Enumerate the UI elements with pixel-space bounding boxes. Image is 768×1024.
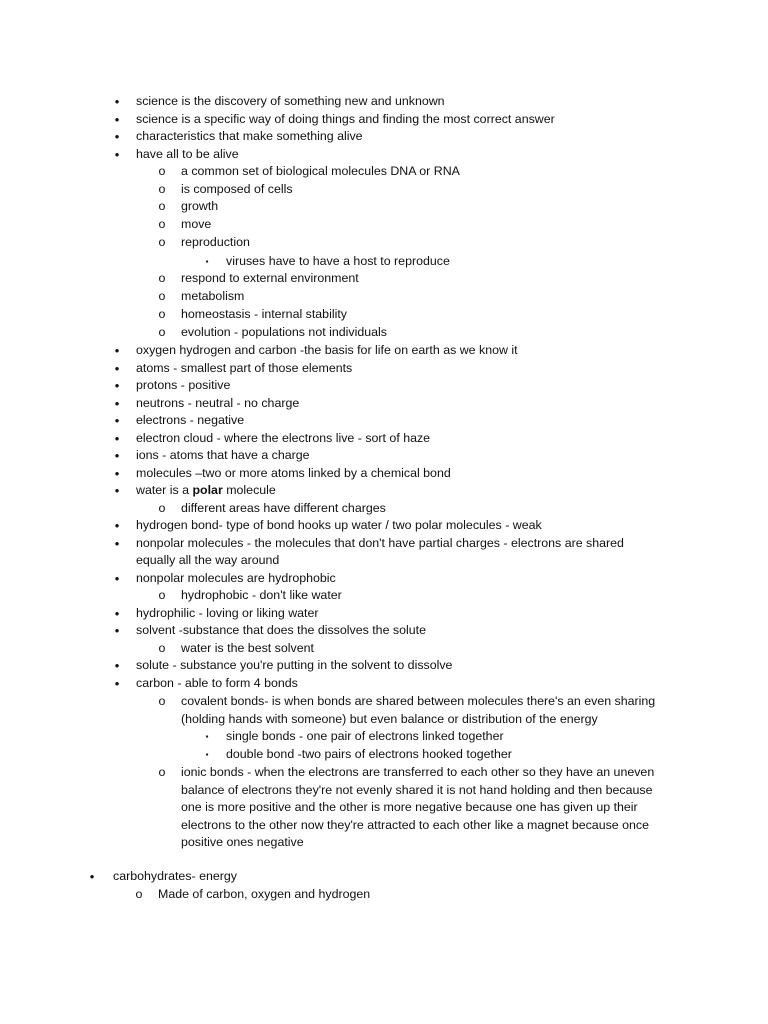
bullet-circle: o	[158, 588, 166, 602]
list-item-text: viruses have to have a host to reproduce	[226, 254, 450, 268]
bullet-disc: •	[114, 430, 120, 446]
list-item-text: neutrons - neutral - no charge	[136, 395, 300, 410]
list-item-text: (holding hands with someone) but even balance or distribution of the energy	[181, 711, 598, 726]
bullet-disc: •	[89, 869, 95, 884]
list-item-text: metabolism	[181, 289, 245, 303]
list-item-text: different areas have different charges	[181, 500, 386, 515]
list-item-text: science is a specific way of doing things and finding the most correct answer	[136, 111, 555, 126]
list-item-text: move	[181, 217, 212, 231]
list-item-text: solute - substance you're putting in the solvent to dissolve	[136, 658, 453, 672]
bullet-disc: •	[114, 465, 120, 481]
bullet-disc: •	[114, 378, 120, 393]
list-item-text: single bonds - one pair of electrons linked together	[226, 729, 504, 743]
bullet-disc: •	[114, 535, 120, 551]
bullet-circle: o	[158, 217, 166, 231]
bullet-circle: o	[158, 500, 166, 515]
list-item-text: science is the discovery of something new and unknown	[136, 94, 445, 108]
bullet-disc: •	[114, 395, 120, 411]
list-item-text: characteristics that make something alive	[136, 129, 363, 143]
bullet-disc: •	[114, 111, 120, 127]
list-item-text: water is a polar molecule	[136, 483, 276, 497]
bullet-circle: o	[158, 765, 166, 779]
list-item-text: covalent bonds- is when bonds are shared between molecules there's an even sharing	[181, 694, 656, 708]
bullet-disc: •	[114, 343, 120, 358]
bullet-circle: o	[135, 887, 143, 901]
bullet-disc: •	[114, 129, 120, 144]
bullet-circle: o	[158, 694, 166, 708]
list-item-text: respond to external environment	[181, 271, 359, 285]
list-item-text: protons - positive	[136, 378, 231, 392]
list-item-text: electron cloud - where the electrons live - sort of haze	[136, 430, 431, 445]
bullet-square: ▪	[205, 732, 209, 741]
list-item-text: ions - atoms that have a charge	[136, 448, 310, 462]
bullet-disc: •	[114, 623, 120, 638]
list-item-text: positive ones negative	[181, 835, 304, 849]
list-item-text: solvent -substance that does the dissolves the solute	[136, 623, 426, 637]
bullet-disc: •	[114, 658, 120, 673]
bullet-disc: •	[114, 570, 120, 586]
bold-term: polar	[192, 483, 223, 497]
list-item-text: atoms - smallest part of those elements	[136, 360, 353, 375]
bullet-disc: •	[114, 448, 120, 463]
list-item-text: nonpolar molecules are hydrophobic	[136, 570, 336, 585]
bullet-square: ▪	[205, 749, 209, 759]
list-item-text: nonpolar molecules - the molecules that don't have partial charges - electrons are shared	[136, 535, 624, 550]
list-item-text: hydrophilic - loving or liking water	[136, 605, 319, 620]
bullet-disc: •	[114, 360, 120, 376]
bullet-circle: o	[158, 307, 166, 321]
bullet-disc: •	[114, 676, 120, 691]
list-item-text: a common set of biological molecules DNA or RNA	[181, 164, 460, 178]
list-item-text: hydrogen bond- type of bond hooks up water / two polar molecules - weak	[136, 518, 542, 532]
list-item-text: molecules –two or more atoms linked by a chemical bond	[136, 465, 451, 480]
bullet-disc: •	[114, 94, 120, 109]
list-item-text: Made of carbon, oxygen and hydrogen	[158, 887, 371, 901]
list-item-text: is composed of cells	[181, 181, 293, 196]
list-item-text: carbohydrates- energy	[113, 869, 237, 883]
list-item-text: electrons to the other now they're attracted to each other like a magnet because once	[181, 817, 649, 832]
bullet-square: ▪	[205, 257, 209, 266]
list-item-text: oxygen hydrogen and carbon -the basis for life on earth as we know it	[136, 343, 518, 357]
list-item-text: carbon - able to form 4 bonds	[136, 676, 298, 690]
bullet-disc: •	[114, 146, 120, 162]
bullet-disc: •	[114, 518, 120, 533]
bullet-circle: o	[158, 271, 166, 285]
bullet-circle: o	[158, 235, 166, 249]
list-item-text: equally all the way around	[136, 553, 280, 567]
list-item-text: double bond -two pairs of electrons hooked together	[226, 746, 512, 761]
bullet-circle: o	[158, 289, 166, 303]
list-item-text: homeostasis - internal stability	[181, 307, 347, 321]
list-item-text: hydrophobic - don't like water	[181, 588, 342, 602]
list-item-text: evolution - populations not individuals	[181, 325, 387, 339]
bullet-disc: •	[114, 413, 120, 428]
list-item-text: reproduction	[181, 235, 250, 249]
bullet-circle: o	[158, 325, 166, 339]
bullet-circle: o	[158, 181, 166, 196]
list-item-text: have all to be alive	[136, 146, 239, 161]
list-item-text: water is the best solvent	[181, 640, 314, 655]
bullet-disc: •	[114, 605, 120, 621]
list-item-text: electrons - negative	[136, 413, 245, 427]
list-item-text: ionic bonds - when the electrons are transferred to each other so they have an uneven	[181, 765, 655, 779]
list-item-text: growth	[181, 199, 219, 213]
bullet-circle: o	[158, 199, 166, 213]
list-item-text: balance of electrons they're not evenly shared it is not hand holding and then because	[181, 782, 653, 797]
list-item-text: one is more positive and the other is more negative because one has given up their	[181, 800, 638, 814]
bullet-circle: o	[158, 640, 166, 655]
bullet-disc: •	[114, 483, 120, 498]
bullet-circle: o	[158, 164, 166, 178]
